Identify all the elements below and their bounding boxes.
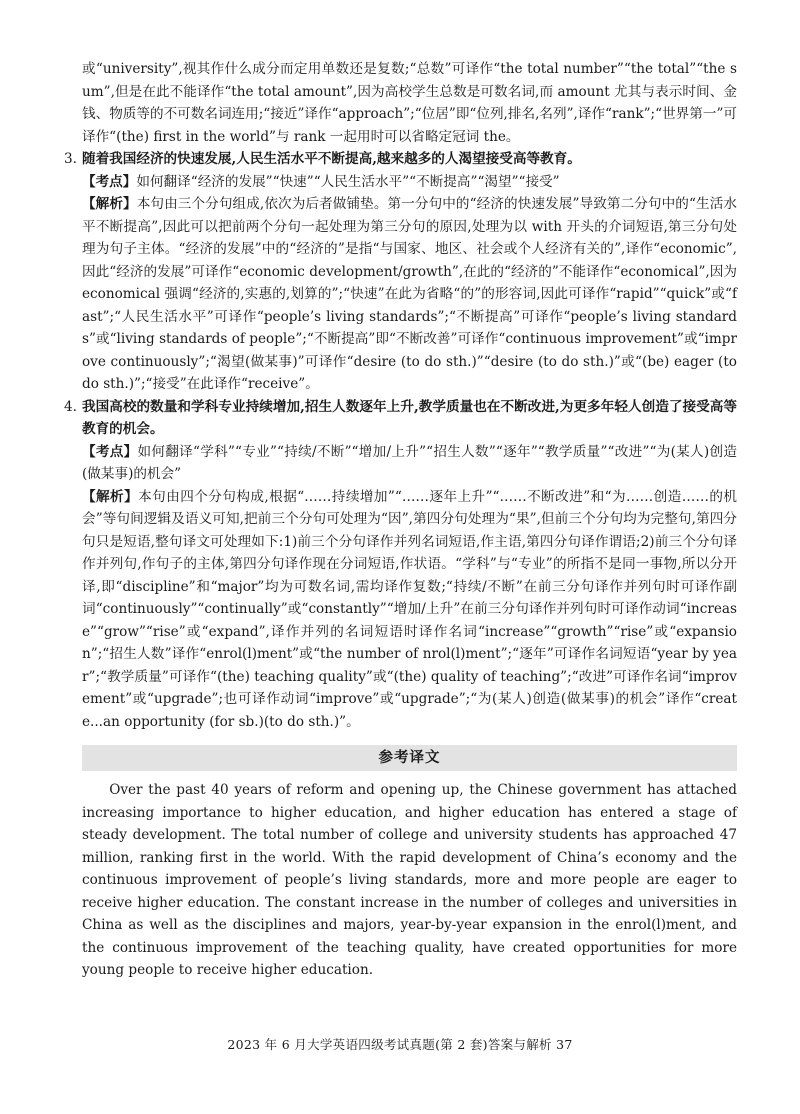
analysis-text: 本句由三个分句组成,依次为后者做铺垫。第一分句中的“经济的快速发展”导致第二分句中的“生活水平不断提高”,因此可以把前两个分句一起处理为第三分句的原因,处理为以 with 开头的介词短语,第三分句处理为句子主体。“经济的发展”中的“经济的”是指“与国家、地区、社会或个人经济有关的”,译作“economic”,因此“经济的发展”可译作“economic development/growth”,在此的“经济的”不能译作“economical”,因为 economical 强调“经济的,实惠的,划算的”;“快速”在此为省略“的”的形容词,因此可译作“rapid”“quick”或“fast”;“人民生活水平”可译作“people’s living standards”;“不断提高”可译作“people’s living standards”或“living standards of people”;“不断提高”即“不断改善”可译作“continuous improvement”或“improve continuously”;“渴望(做某事)”可译作“desire (to do sth.)”“desire (to do sth.)”或“(be) eager (to do sth.)”;“接受”在此译作“receive”。	[82, 196, 738, 392]
page-footer: 2023 年 6 月大学英语四级考试真题(第 2 套)答案与解析 37	[227, 1037, 573, 1052]
item-question: 我国高校的数量和学科专业持续增加,招生人数逐年上升,教学质量也在不断改进,为更多年轻人创造了接受高等教育的机会。	[82, 398, 737, 437]
test-point-text: 如何翻译“经济的发展”“快速”“人民生活水平”“不断提高”“渴望”“接受”	[136, 173, 560, 190]
section-title-banner: 参考译文	[82, 745, 737, 771]
test-point	[82, 171, 737, 194]
test-point-text: 如何翻译“学科”“专业”“持续/不断”“增加/上升”“招生人数”“逐年”“教学质量”“改进”“为(某人)创造(做某事)的机会”	[82, 443, 738, 482]
item-question: 随着我国经济的快速发展,人民生活水平不断提高,越来越多的人渴望接受高等教育。	[82, 151, 581, 167]
item-number: 4.	[64, 398, 77, 415]
analysis-label: 【解析】	[82, 196, 137, 212]
item-number: 3.	[64, 151, 77, 167]
test-point	[82, 441, 737, 486]
intro-paragraph: 或“university”,视其作什么成分而定用单数还是复数;“总数”可译作“the total number”“the total”“the sum”,但是在此不能译作“the total amount”,因为高校学生总数是可数名词,而 amount 尤其与表示时间、金钱、物质等的不可数名词连用;“接近”译作“approach”;“位居”即“位列,排名,名列”,译作“rank”;“世界第一”可译作“(the) first in the world”与 rank 一起用时可以省略定冠词 the。	[82, 61, 737, 145]
test-point-label: 【考点】	[82, 443, 138, 460]
answer-page	[64, 58, 738, 995]
item-3	[64, 148, 738, 396]
reference-translation: Over the past 40 years of reform and opening up, the Chinese government has attached increasing importance to higher education, and higher education has entered a stage of steady development. The total number of college and university students has approached 47 million, ranking first in the world. With the rapid development of China’s economy and the continuous improvement of people’s living standards, more and more people are eager to receive higher education. The constant increase in the number of colleges and universities in China as well as the disciplines and majors, year-by-year expansion in the enrol(l)ment, and the continuous improvement of the teaching quality, have created opportunities for more young people to receive higher education.	[82, 782, 737, 978]
test-point-label: 【考点】	[82, 173, 137, 190]
analysis-text: 本句由四个分句构成,根据“……持续增加”“……逐年上升”“……不断改进”和“为……创造……的机会”等句间逻辑及语义可知,把前三个分句可处理为“因”,第四分句处理为“果”,但前三个分句均为完整句,第四分句只是短语,整句译文可处理如下:1)前三个分句译作并列名词短语,作主语,第四分句译作谓语;2)前三个分句译作并列句,作句子的主体,第四分句译作现在分词短语,作状语。“学科”与“专业”的所指不是同一事物,所以分开译,即“discipline”和“major”均为可数名词,需均译作复数;“持续/不断”在前三分句译作并列句时可译作副词“continuously”“continually”或“constantly”“增加/上升”在前三分句译作并列句时可译作动词“increase”“grow”“rise”或“expand”,译作并列的名词短语时译作名词“increase”“growth”“rise”或“expansion”;“招生人数”译作“enrol(l)ment”或“the number of nrol(l)ment”;“逐年”可译作名词短语“year by year”;“教学质量”可译作“(the) teaching quality”或“(the) quality of teaching”;“改进”可译作名词“improvement”或“upgrade”;也可译作动词“improve”或“upgrade”;“为(某人)创造(做某事)的机会”译作“create...an opportunity (for sb.)(to do sth.)”。	[82, 488, 737, 730]
analysis	[82, 193, 737, 396]
item-4	[64, 396, 738, 734]
analysis	[82, 486, 737, 734]
analysis-label: 【解析】	[82, 488, 139, 505]
